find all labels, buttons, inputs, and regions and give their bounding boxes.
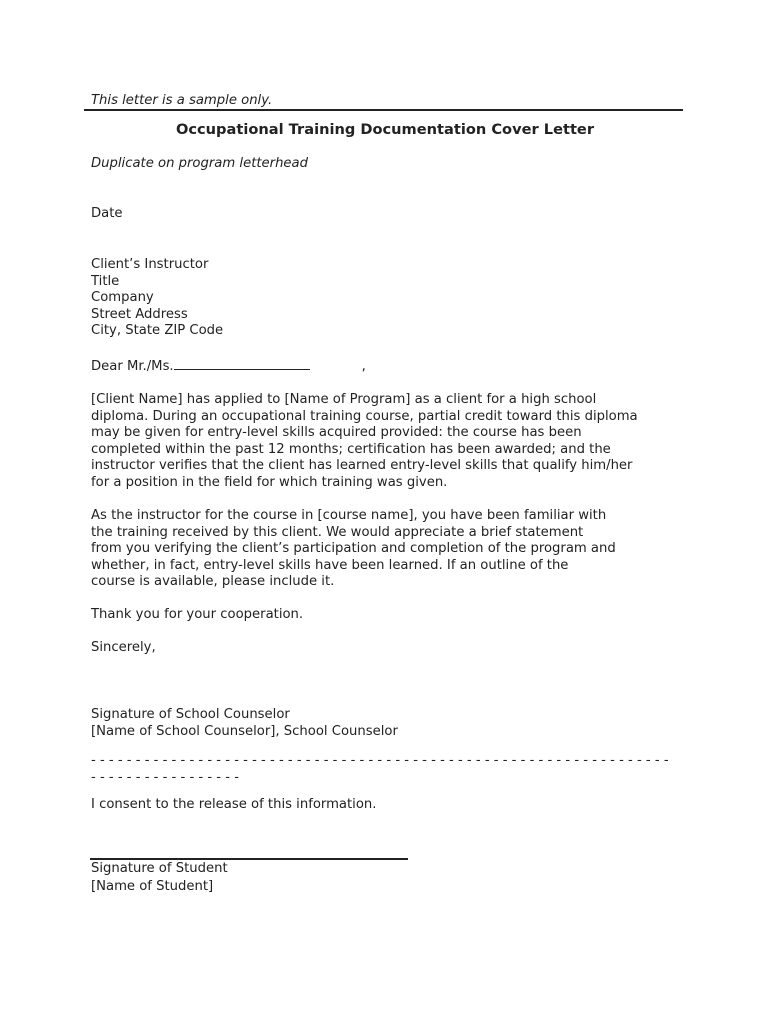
salutation-prefix: Dear Mr./Ms. [91, 359, 174, 374]
student-signature-line [90, 858, 408, 860]
salutation-suffix: , [361, 359, 366, 374]
letter-title: Occupational Training Documentation Cover Letter [175, 121, 595, 138]
address-line: Company [91, 290, 154, 306]
letterhead-note: Duplicate on program letterhead [91, 156, 308, 171]
counselor-signature-label: Signature of School Counselor [91, 707, 290, 722]
body-paragraph-1: [Client Name] has applied to [Name of Program] as a client for a high school diploma. During an occupational training course, partial credit toward this diploma may be given for entry-level skills acquired provided: the course has been completed within the past 12 months; certification has been awarded; and the instructor verifies that the client has learned entry-level skills that qualify him/her for a position in the field for which training was given. [91, 392, 638, 490]
address-line: City, State ZIP Code [91, 323, 224, 339]
sample-notice: This letter is a sample only. [91, 93, 273, 108]
salutation-blank-line [174, 357, 310, 370]
consent-statement: I consent to the release of this information. [91, 797, 377, 812]
student-signature-label: Signature of Student [91, 861, 228, 876]
date-field: Date [91, 206, 123, 221]
separator-dashes: - - - - - - - - - - - - - - - - - [91, 770, 239, 785]
address-line: Client’s Instructor [91, 257, 209, 272]
separator-dashes: - - - - - - - - - - - - - - - - - - - - - - - - - - - - - - - - - - - - - - - - - - - - - - - - - - - - - - - - - - - - - - - - - [91, 753, 669, 768]
closing: Sincerely, [91, 640, 156, 655]
student-name: [Name of Student] [91, 879, 214, 894]
header-rule [84, 109, 683, 111]
body-paragraph-2: As the instructor for the course in [course name], you have been familiar with the training received by this client. We would appreciate a brief statement from you verifying the client’s participation and completion of the program and whether, in fact, entry-level skills have been learned. If an outline of the course is available, please include it. [91, 508, 616, 590]
thanks-line: Thank you for your cooperation. [91, 607, 304, 622]
address-line: Street Address [91, 306, 188, 322]
salutation [91, 357, 366, 376]
counselor-name: [Name of School Counselor], School Counselor [91, 724, 398, 739]
address-line: Title [91, 273, 120, 289]
